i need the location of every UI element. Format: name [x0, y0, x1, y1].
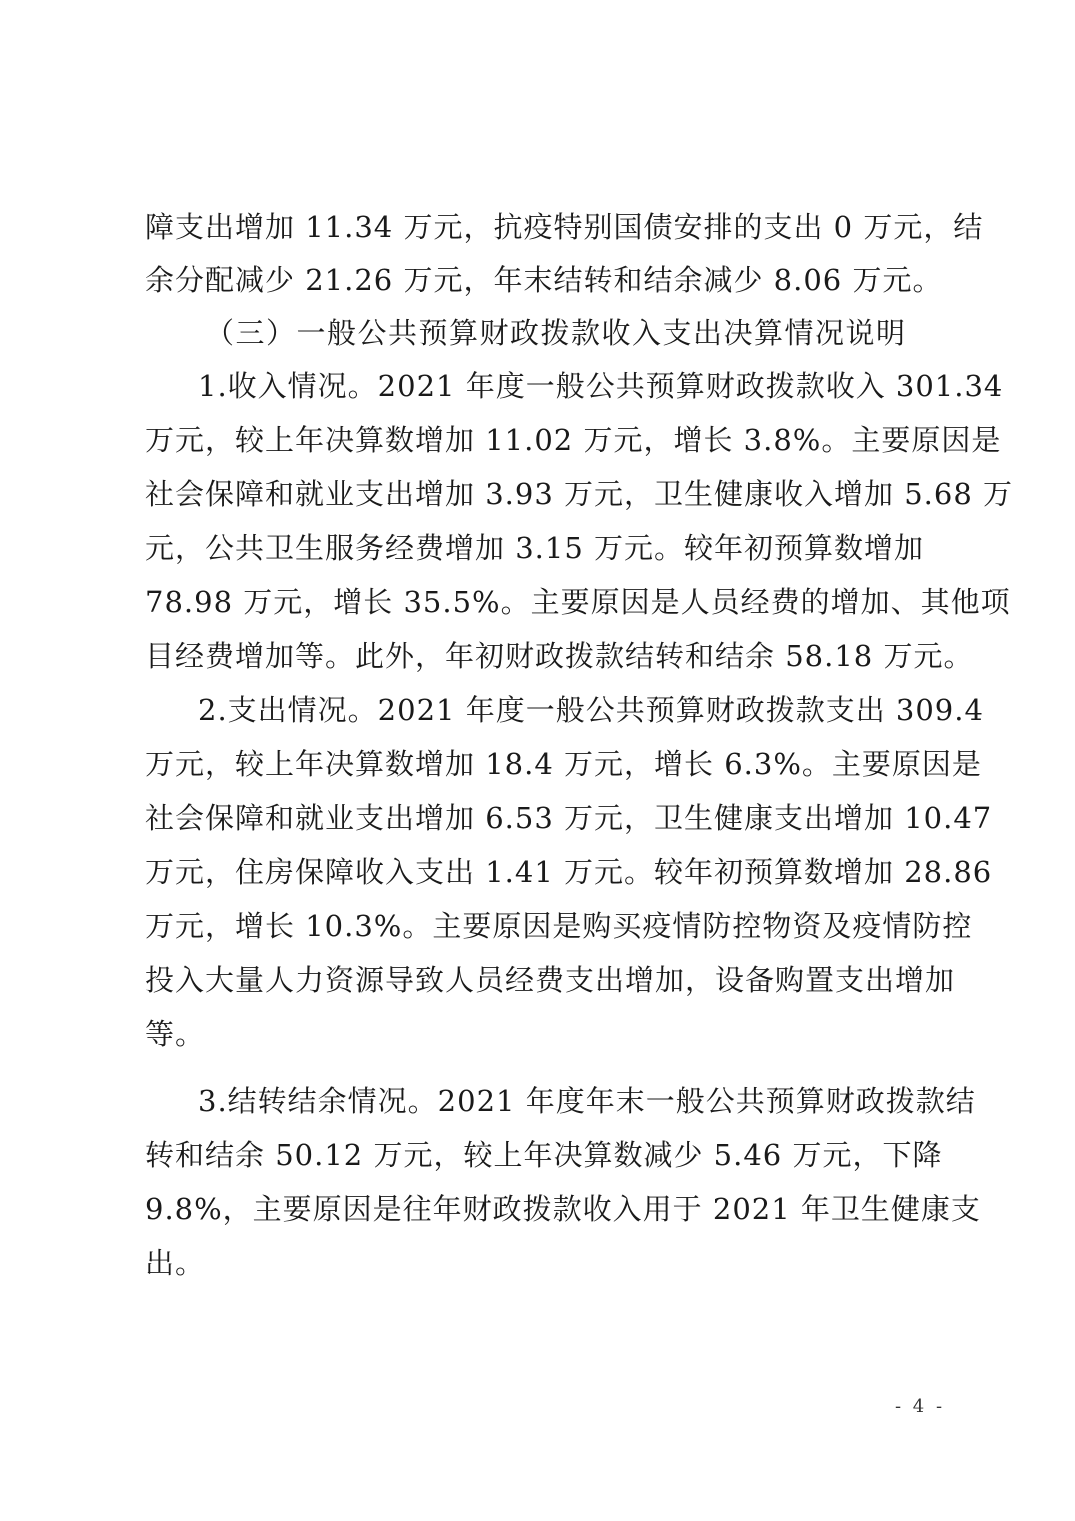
- body-text-line: 投入大量人力资源导致人员经费支出增加，设备购置支出增加: [145, 963, 956, 997]
- paragraph-start-line: 1.收入情况。2021 年度一般公共预算财政拨款收入 301.34: [198, 369, 1004, 403]
- body-text-line: 目经费增加等。此外，年初财政拨款结转和结余 58.18 万元。: [145, 639, 974, 673]
- body-text-line: 万元，较上年决算数增加 18.4 万元，增长 6.3%。主要原因是: [145, 747, 982, 781]
- paragraph-start-line: 3.结转结余情况。2021 年度年末一般公共预算财政拨款结: [198, 1084, 976, 1118]
- body-text-line: 余分配减少 21.26 万元，年末结转和结余减少 8.06 万元。: [145, 263, 943, 297]
- paragraph-start-line: 2.支出情况。2021 年度一般公共预算财政拨款支出 309.4: [198, 693, 984, 727]
- body-text-line: 出。: [145, 1246, 206, 1280]
- body-text-line: 万元，住房保障收入支出 1.41 万元。较年初预算数增加 28.86: [145, 855, 993, 889]
- body-text-line: 元，公共卫生服务经费增加 3.15 万元。较年初预算数增加: [145, 531, 925, 565]
- body-text-line: 社会保障和就业支出增加 3.93 万元，卫生健康收入增加 5.68 万: [145, 477, 1014, 511]
- body-text-line: 9.8%，主要原因是往年财政拨款收入用于 2021 年卫生健康支: [145, 1192, 981, 1226]
- section-heading: （三）一般公共预算财政拨款收入支出决算情况说明: [205, 316, 907, 350]
- body-text-line: 社会保障和就业支出增加 6.53 万元，卫生健康支出增加 10.47: [145, 801, 993, 835]
- body-text-line: 78.98 万元，增长 35.5%。主要原因是人员经费的增加、其他项: [145, 585, 1011, 619]
- body-text-line: 万元，较上年决算数增加 11.02 万元，增长 3.8%。主要原因是: [145, 423, 1002, 457]
- body-text-line: 等。: [145, 1017, 206, 1051]
- page-number: - 4 -: [895, 1396, 946, 1417]
- body-text-line: 障支出增加 11.34 万元，抗疫特别国债安排的支出 0 万元，结: [145, 210, 984, 244]
- body-text-line: 转和结余 50.12 万元，较上年决算数减少 5.46 万元，下降: [145, 1138, 943, 1172]
- body-text-line: 万元，增长 10.3%。主要原因是购买疫情防控物资及疫情防控: [145, 909, 973, 943]
